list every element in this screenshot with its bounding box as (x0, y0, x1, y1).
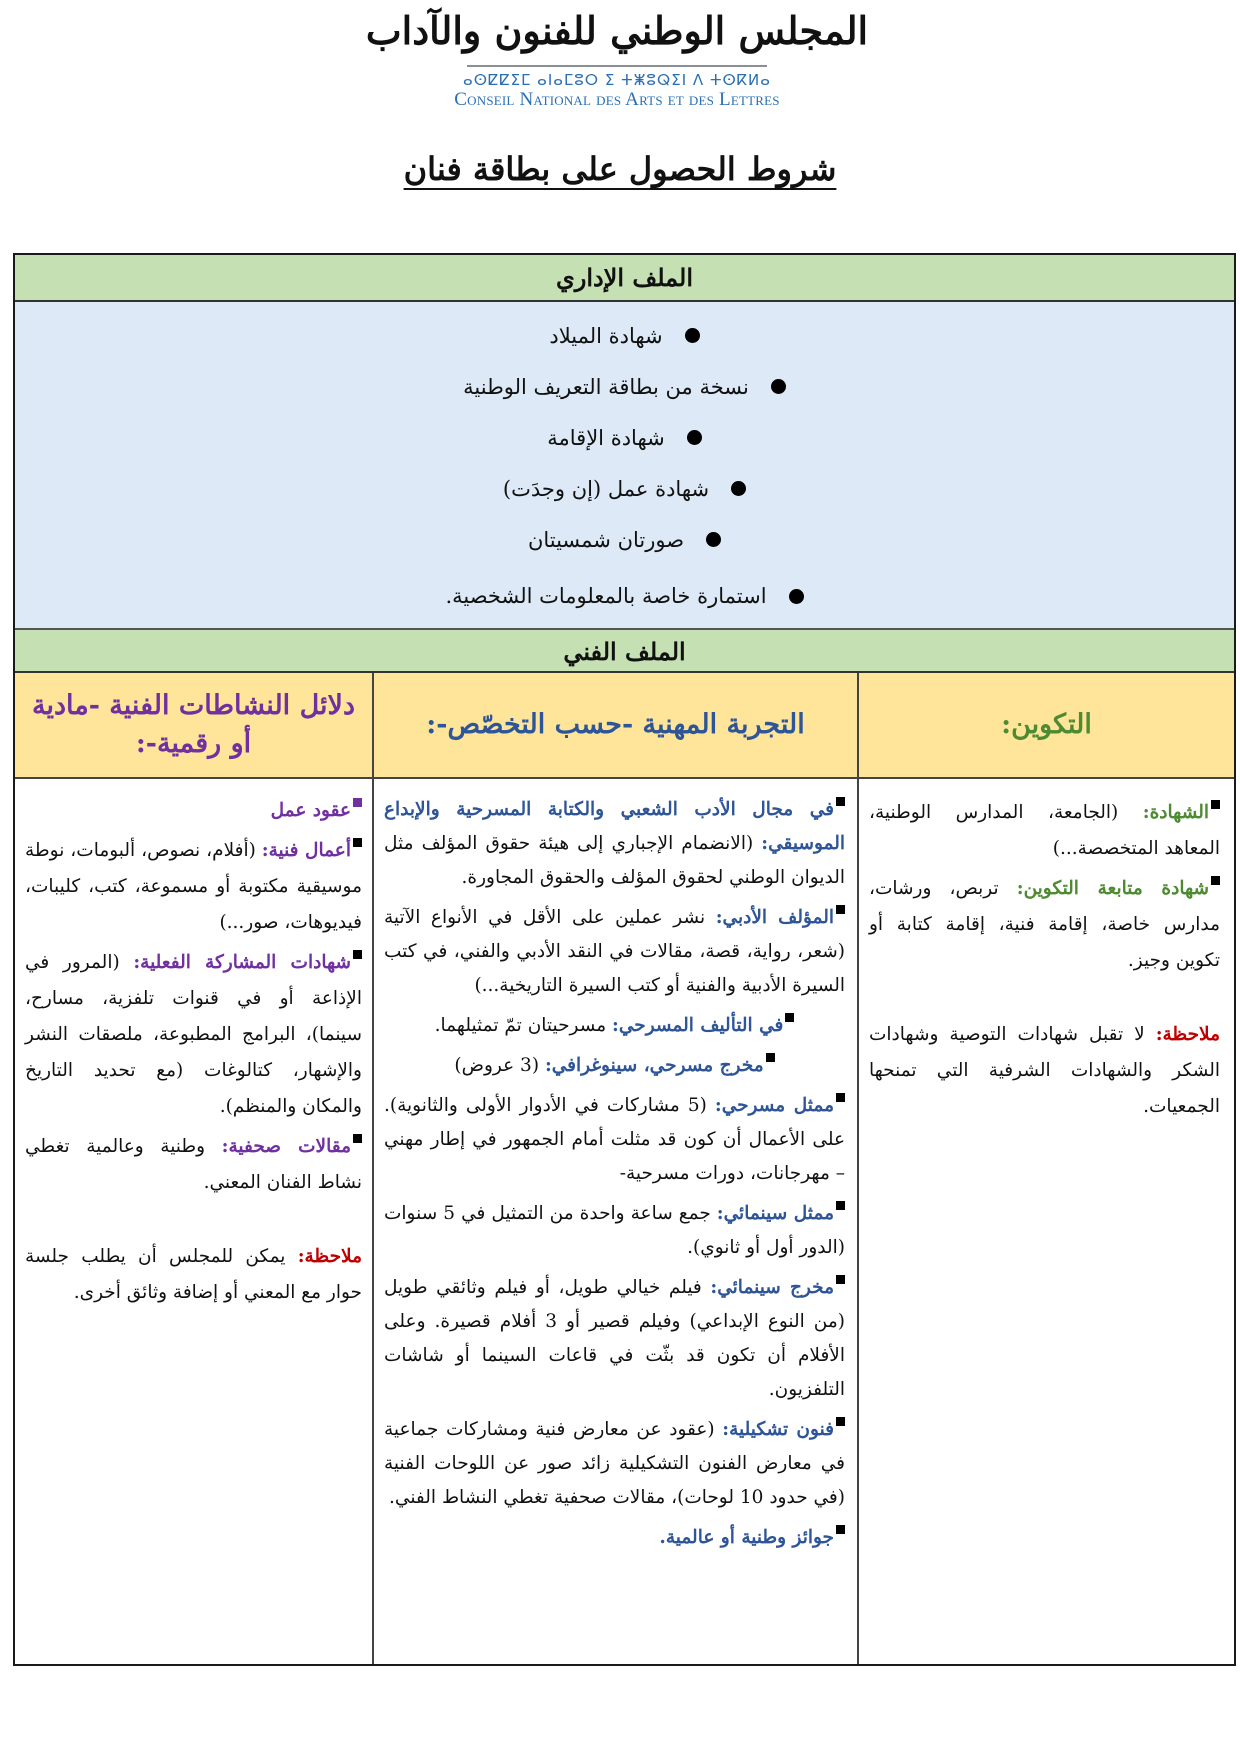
evidence-entry: شهادات المشاركة الفعلية: (المرور في الإذاعة أو في قنوات تلفزية، مسارح، سينما)، البرامج المطبوعة، ملصقات النشر والإشهار، كتالوغات (مع تحديد التاريخ والمكان والمنظم). (25, 952, 362, 1117)
training-column-header: التكوين: (857, 673, 1234, 777)
square-bullet-icon (785, 1013, 794, 1022)
bullet-icon (731, 481, 746, 496)
admin-item-text: نسخة من بطاقة التعريف الوطنية (463, 374, 749, 399)
page-title (0, 150, 1240, 188)
artistic-column-bodies (15, 779, 1234, 1664)
admin-item (15, 514, 1234, 565)
training-note: ملاحظة: لا تقبل شهادات التوصية وشهادات الشكر والشهادات الشرفية التي تمنحها الجمعيات. (869, 1024, 1220, 1117)
admin-item (15, 310, 1234, 361)
experience-column (372, 779, 857, 1664)
admin-item (15, 361, 1234, 412)
experience-entry: ممثل سينمائي: جمع ساعة واحدة من التمثيل في 5 سنوات (الدور أول أو ثانوي). (384, 1203, 845, 1258)
square-bullet-icon (353, 798, 362, 807)
training-column (857, 779, 1234, 1664)
page-title-text: شروط الحصول على بطاقة فنان (403, 150, 837, 188)
cnal-logo (365, 0, 869, 120)
experience-entry: فنون تشكيلية: (عقود عن معارض فنية ومشاركات جماعية في معارض الفنون التشكيلية زائد صور عن اللوحات الفنية (في حدود 10 لوحات)، مقالات صحفية تغطي النشاط الفني. (384, 1419, 845, 1508)
evidence-entry: مقالات صحفية: وطنية وعالمية تغطي نشاط الفنان المعني. (25, 1136, 362, 1193)
square-bullet-icon (836, 1417, 845, 1426)
evidence-entry: أعمال فنية: (أفلام، نصوص، ألبومات، نوطة موسيقية مكتوبة أو مسموعة، كتب، كليبات، فيديوهات، صور...) (25, 840, 362, 933)
bullet-icon (685, 328, 700, 343)
admin-item (15, 463, 1234, 514)
square-bullet-icon (353, 838, 362, 847)
admin-item-text: شهادة الإقامة (547, 425, 665, 450)
artistic-column-headers (15, 673, 1234, 779)
requirements-table (13, 253, 1236, 1666)
square-bullet-icon (353, 1134, 362, 1143)
logo-arabic-calligraphy: المجلس الوطني للفنون والآداب (365, 8, 869, 53)
bullet-icon (687, 430, 702, 445)
square-bullet-icon (836, 905, 845, 914)
admin-item-text: صورتان شمسيتان (527, 527, 685, 552)
evidence-column (15, 779, 372, 1664)
evidence-column-header: دلائل النشاطات الفنية -مادية أو رقمية-: (32, 690, 355, 759)
artistic-file-heading: الملف الفني (15, 628, 1234, 673)
square-bullet-icon (1211, 876, 1220, 885)
admin-item-text: استمارة خاصة بالمعلومات الشخصية. (445, 584, 767, 608)
square-bullet-icon (836, 1525, 845, 1534)
logo-tifinagh-text: ⴰⵙⵇⵇⵉⵎ ⴰⵏⴰⵎⵓⵔ ⵉ ⵜⵥⵓⵕⵉⵏ ⴷ ⵜⵙⴽⵍⴰ (463, 71, 771, 89)
evidence-note: ملاحظة: يمكن للمجلس أن يطلب جلسة حوار مع المعني أو إضافة وثائق أخرى. (25, 1246, 362, 1303)
admin-file-list (15, 302, 1234, 628)
admin-item (15, 565, 1234, 621)
square-bullet-icon (766, 1053, 775, 1062)
square-bullet-icon (836, 1093, 845, 1102)
bullet-icon (706, 532, 721, 547)
training-entry: شهادة متابعة التكوين: تربص، ورشات، مدارس خاصة، إقامة فنية، إقامة كتابة أو تكوين وجيز. (869, 878, 1220, 971)
square-bullet-icon (836, 1275, 845, 1284)
experience-entry: ممثل مسرحي: (5 مشاركات في الأدوار الأولى والثانوية). على الأعمال أن كون قد مثلت أمام الجمهور في إطار مهني – مهرجانات، دورات مسرحية- (384, 1095, 845, 1184)
experience-entry: في مجال الأدب الشعبي والكتابة المسرحية والإبداع الموسيقي: (الانضمام الإجباري إلى هيئة حقوق المؤلف مثل الديوان الوطني لحقوق المؤلف والحقوق المجاورة. (384, 799, 845, 888)
admin-item-text: شهادة الميلاد (549, 323, 663, 348)
square-bullet-icon (353, 950, 362, 959)
experience-entry: في التأليف المسرحي: مسرحيتان تمّ تمثيلهما. (384, 1009, 845, 1043)
logo-french-text: Conseil National des Arts et des Lettres (454, 89, 780, 110)
experience-entry: المؤلف الأدبي: نشر عملين على الأقل في الأنواع الآتية (شعر، رواية، قصة، مقالات في النقد الأدبي والفني، في كتب السيرة الأدبية والفنية أو كتب السيرة التاريخية...) (384, 907, 845, 996)
experience-column-header: التجربة المهنية -حسب التخصّص-: (372, 673, 857, 777)
admin-file-heading: الملف الإداري (15, 255, 1234, 302)
training-entry: الشهادة: (الجامعة، المدارس الوطنية، المعاهد المتخصصة...) (869, 802, 1220, 859)
logo-divider (467, 65, 767, 67)
square-bullet-icon (836, 797, 845, 806)
evidence-entry: عقود عمل (25, 793, 362, 829)
square-bullet-icon (836, 1201, 845, 1210)
admin-item (15, 412, 1234, 463)
experience-entry: جوائز وطنية أو عالمية. (384, 1521, 845, 1555)
experience-entry: مخرج سينمائي: فيلم خيالي طويل، أو فيلم وثائقي طويل (من النوع الإبداعي) وفيلم قصير أو 3 أفلام قصيرة. وعلى الأفلام أن تكون قد بثّت في قاعات السينما أو شاشات التلفزيون. (384, 1277, 845, 1400)
experience-entry: مخرج مسرحي، سينوغرافي: (3 عروض) (384, 1049, 845, 1083)
square-bullet-icon (1211, 800, 1220, 809)
bullet-icon (789, 589, 804, 604)
admin-item-text: شهادة عمل (إن وجدَت) (502, 476, 710, 501)
bullet-icon (771, 379, 786, 394)
